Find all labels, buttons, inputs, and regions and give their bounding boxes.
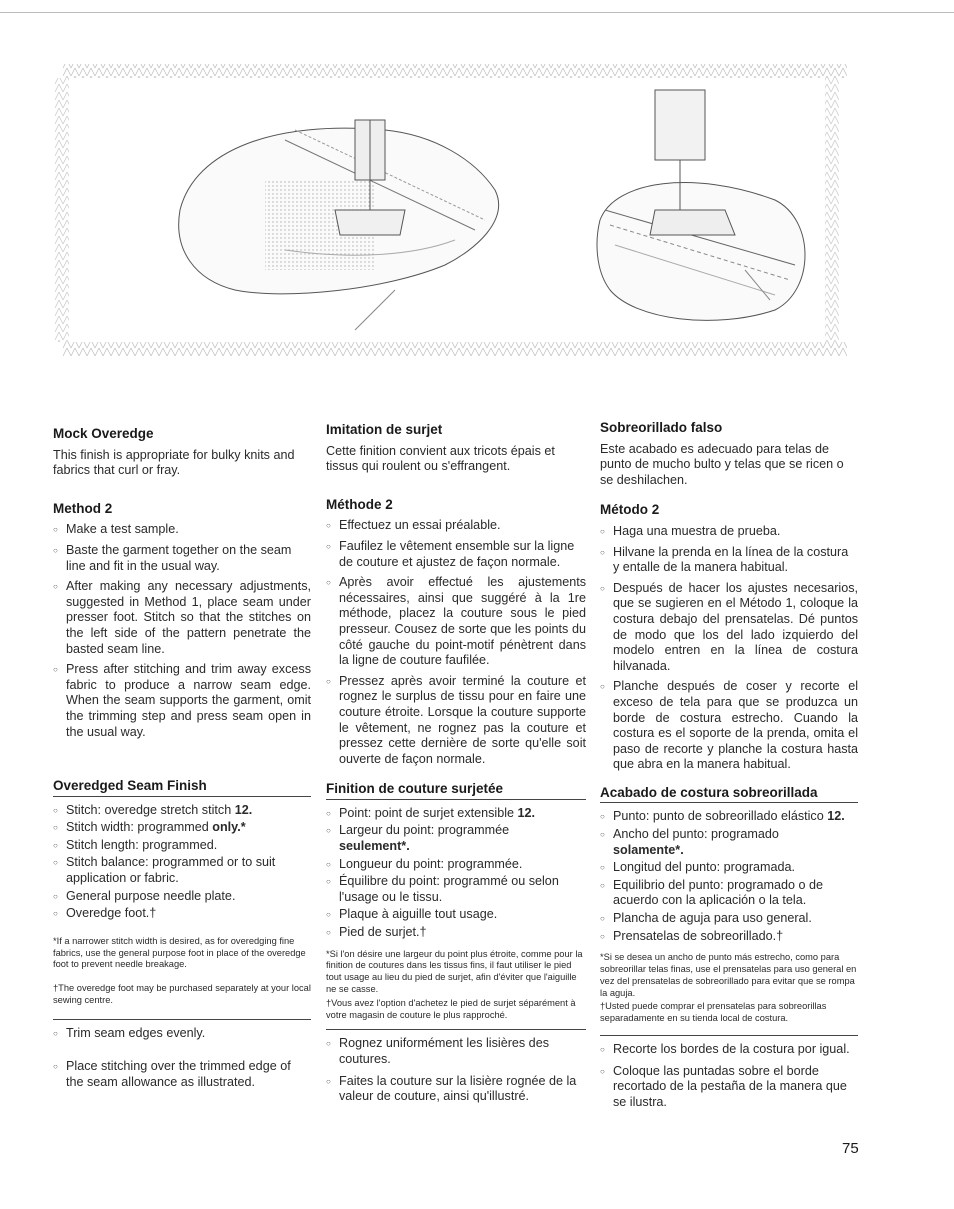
list-item: ○ Hilvane la prenda en la línea de la costura y entalle de la manera habitual.	[600, 545, 858, 576]
list-item: ○ Punto: punto de sobreorillado elástico 12.	[600, 809, 858, 825]
final-steps	[53, 1026, 311, 1091]
top-rule	[0, 12, 954, 13]
list-item: ○ Longitud del punto: programada.	[600, 860, 858, 876]
footnote-width: *Si se desea un ancho de punto más estrecho, como para sobreorillar telas finas, use el prensatelas para uso general en vez del prensatelas de sobreorillado para evitar que se rompa la aguja.	[600, 952, 857, 998]
list-item: ○ Stitch length: programmed.	[53, 838, 311, 854]
footnote-width: *If a narrower stitch width is desired, as for overedging fine fabrics, use the general purpose foot in place of the overedge foot to prevent needle breakage.	[53, 935, 306, 970]
list-item: ○ Equilibrio del punto: programado o de acuerdo con la aplicación o la tela.	[600, 878, 858, 909]
heading-acabado-de-costura: Acabado de costura sobreorillada	[600, 784, 818, 800]
intro-text: Este acabado es adecuado para telas de punto de mucho bulto y telas que se ricen o se deshilachen.	[600, 441, 844, 487]
footnote-width: *Si l'on désire une largeur du point plus étroite, comme pour la finition de coutures dans les tissus fins, il faut utiliser le pied tout usage au lieu du pied de surjet, afin d'éviter que l'aiguille ne se casse.	[326, 948, 583, 995]
column-english	[53, 426, 311, 1091]
method-steps	[600, 524, 858, 773]
final-steps	[326, 1036, 586, 1104]
divider	[53, 796, 311, 797]
list-item: ○ Press after stitching and trim away excess fabric to produce a narrow seam edge. When the seam supports the garment, omit the trimming step and press seam open in the usual way.	[53, 662, 311, 740]
list-item: ○ Ancho del punto: programado solamente*.	[600, 827, 858, 858]
settings-list	[326, 806, 586, 941]
list-item: ○ Overedge foot.†	[53, 906, 311, 922]
list-item: ○ Après avoir effectué les ajustements nécessaires, ainsi que suggéré à la 1re méthode, placez la couture sous le pied presseur. Cousez de sorte que les points du côté gauche du point-motif pénètrent dans la ligne de couture faufilée.	[326, 575, 586, 669]
list-item: ○ Longueur du point: programmée.	[326, 857, 586, 873]
intro-text: This finish is appropriate for bulky knits and fabrics that curl or fray.	[53, 447, 295, 478]
list-item: ○ Largeur du point: programmée seulement*.	[326, 823, 586, 854]
list-item: ○ Plancha de aguja para uso general.	[600, 911, 858, 927]
list-item: ○ Faites la couture sur la lisière rognée de la valeur de couture, ainsi qu'illustré.	[326, 1074, 586, 1105]
list-item: ○ Pied de surjet.†	[326, 925, 586, 941]
list-item: ○ Point: point de surjet extensible 12.	[326, 806, 586, 822]
list-item: ○ Prensatelas de sobreorillado.†	[600, 929, 858, 945]
divider	[600, 802, 858, 803]
list-item: ○ Planche después de coser y recorte el exceso de tela para que se produzca un borde de costura estrecho. Cuando la costura es el soporte de la prenda, omita el paso de recorte y planche la costura hasta que abra en la manera habitual.	[600, 679, 858, 773]
list-item: ○ Coloque las puntadas sobre el borde recortado de la pestaña de la manera que se ilustra.	[600, 1064, 858, 1111]
sewing-illustration	[55, 60, 855, 370]
final-steps	[600, 1042, 858, 1110]
divider	[326, 799, 586, 800]
settings-list	[53, 803, 311, 922]
heading-method-2: Method 2	[53, 500, 113, 516]
list-item: ○ Place stitching over the trimmed edge of the seam allowance as illustrated.	[53, 1059, 311, 1090]
list-item: ○ Équilibre du point: programmé ou selon l'usage ou le tissu.	[326, 874, 586, 905]
heading-methode-2: Méthode 2	[326, 496, 393, 512]
divider	[600, 1035, 858, 1036]
footnote-foot: †The overedge foot may be purchased separately at your local sewing centre.	[53, 983, 311, 1006]
intro-text: Cette finition convient aux tricots épais et tissus qui roulent ou s'effrangent.	[326, 443, 555, 474]
footnote-foot: †Usted puede comprar el prensatelas para sobreorillas separadamente en su tienda local de costura.	[600, 1001, 827, 1024]
column-spanish	[600, 420, 858, 1110]
method-steps	[326, 518, 586, 767]
left-fabric-drawing	[179, 120, 499, 330]
list-item: ○ Stitch balance: programmed or to suit application or fabric.	[53, 855, 311, 886]
divider	[326, 1029, 586, 1030]
list-item: ○ Haga una muestra de prueba.	[600, 524, 858, 540]
heading-metodo-2: Método 2	[600, 502, 660, 518]
list-item: ○ Trim seam edges evenly.	[53, 1026, 311, 1042]
right-presser-foot-drawing	[597, 90, 805, 320]
page-number: 75	[842, 1140, 859, 1157]
list-item: ○ Plaque à aiguille tout usage.	[326, 907, 586, 923]
footnote-foot: †Vous avez l'option d'achetez le pied de surjet séparément à votre magasin de couture le plus rapproché.	[326, 997, 576, 1020]
zigzag-border-right	[825, 78, 839, 342]
settings-list	[600, 809, 858, 944]
heading-overedged-seam-finish: Overedged Seam Finish	[53, 778, 207, 794]
list-item: ○ Rognez uniformément les lisières des coutures.	[326, 1036, 586, 1067]
heading-finition-de-couture-surjetee: Finition de couture surjetée	[326, 781, 504, 797]
divider	[53, 1019, 311, 1020]
list-item: ○ After making any necessary adjustments, suggested in Method 1, place seam under presser foot. Stitch so that the stitches on the left side of the pattern penetrate the basted seam line.	[53, 579, 311, 657]
zigzag-border-left	[55, 78, 69, 342]
list-item: ○ Make a test sample.	[53, 522, 311, 538]
list-item: ○ Pressez après avoir terminé la couture et rognez le surplus de tissu pour en faire une couture étroite. Lorsque la couture supporte le vêtement, ne rognez pas la couture et pressez cette dernière de sorte qu'elle soit ouverte de façon normale.	[326, 674, 586, 768]
list-item: ○ Effectuez un essai préalable.	[326, 518, 586, 534]
list-item: ○ Después de hacer los ajustes necesarios, que se sugieren en el Método 1, coloque la costura debajo del prensatelas. Dé puntos de modo que los del lado izquierdo del modelo entren en la línea de costura hilvanada.	[600, 581, 858, 675]
method-steps	[53, 522, 311, 740]
column-french	[326, 422, 586, 1105]
list-item: ○ Baste the garment together on the seam line and fit in the usual way.	[53, 543, 311, 574]
heading-mock-overedge: Mock Overedge	[53, 426, 154, 441]
heading-sobreorillado-falso: Sobreorillado falso	[600, 420, 723, 435]
list-item: ○ Stitch: overedge stretch stitch 12.	[53, 803, 311, 819]
list-item: ○ Recorte los bordes de la costura por igual.	[600, 1042, 858, 1058]
zigzag-border-bottom	[63, 342, 847, 356]
list-item: ○ Faufilez le vêtement ensemble sur la ligne de couture et ajustez de façon normale.	[326, 539, 586, 570]
zigzag-border-top	[63, 64, 847, 78]
list-item: ○ General purpose needle plate.	[53, 889, 311, 905]
list-item: ○ Stitch width: programmed only.*	[53, 820, 311, 836]
heading-imitation-de-surjet: Imitation de surjet	[326, 422, 443, 437]
